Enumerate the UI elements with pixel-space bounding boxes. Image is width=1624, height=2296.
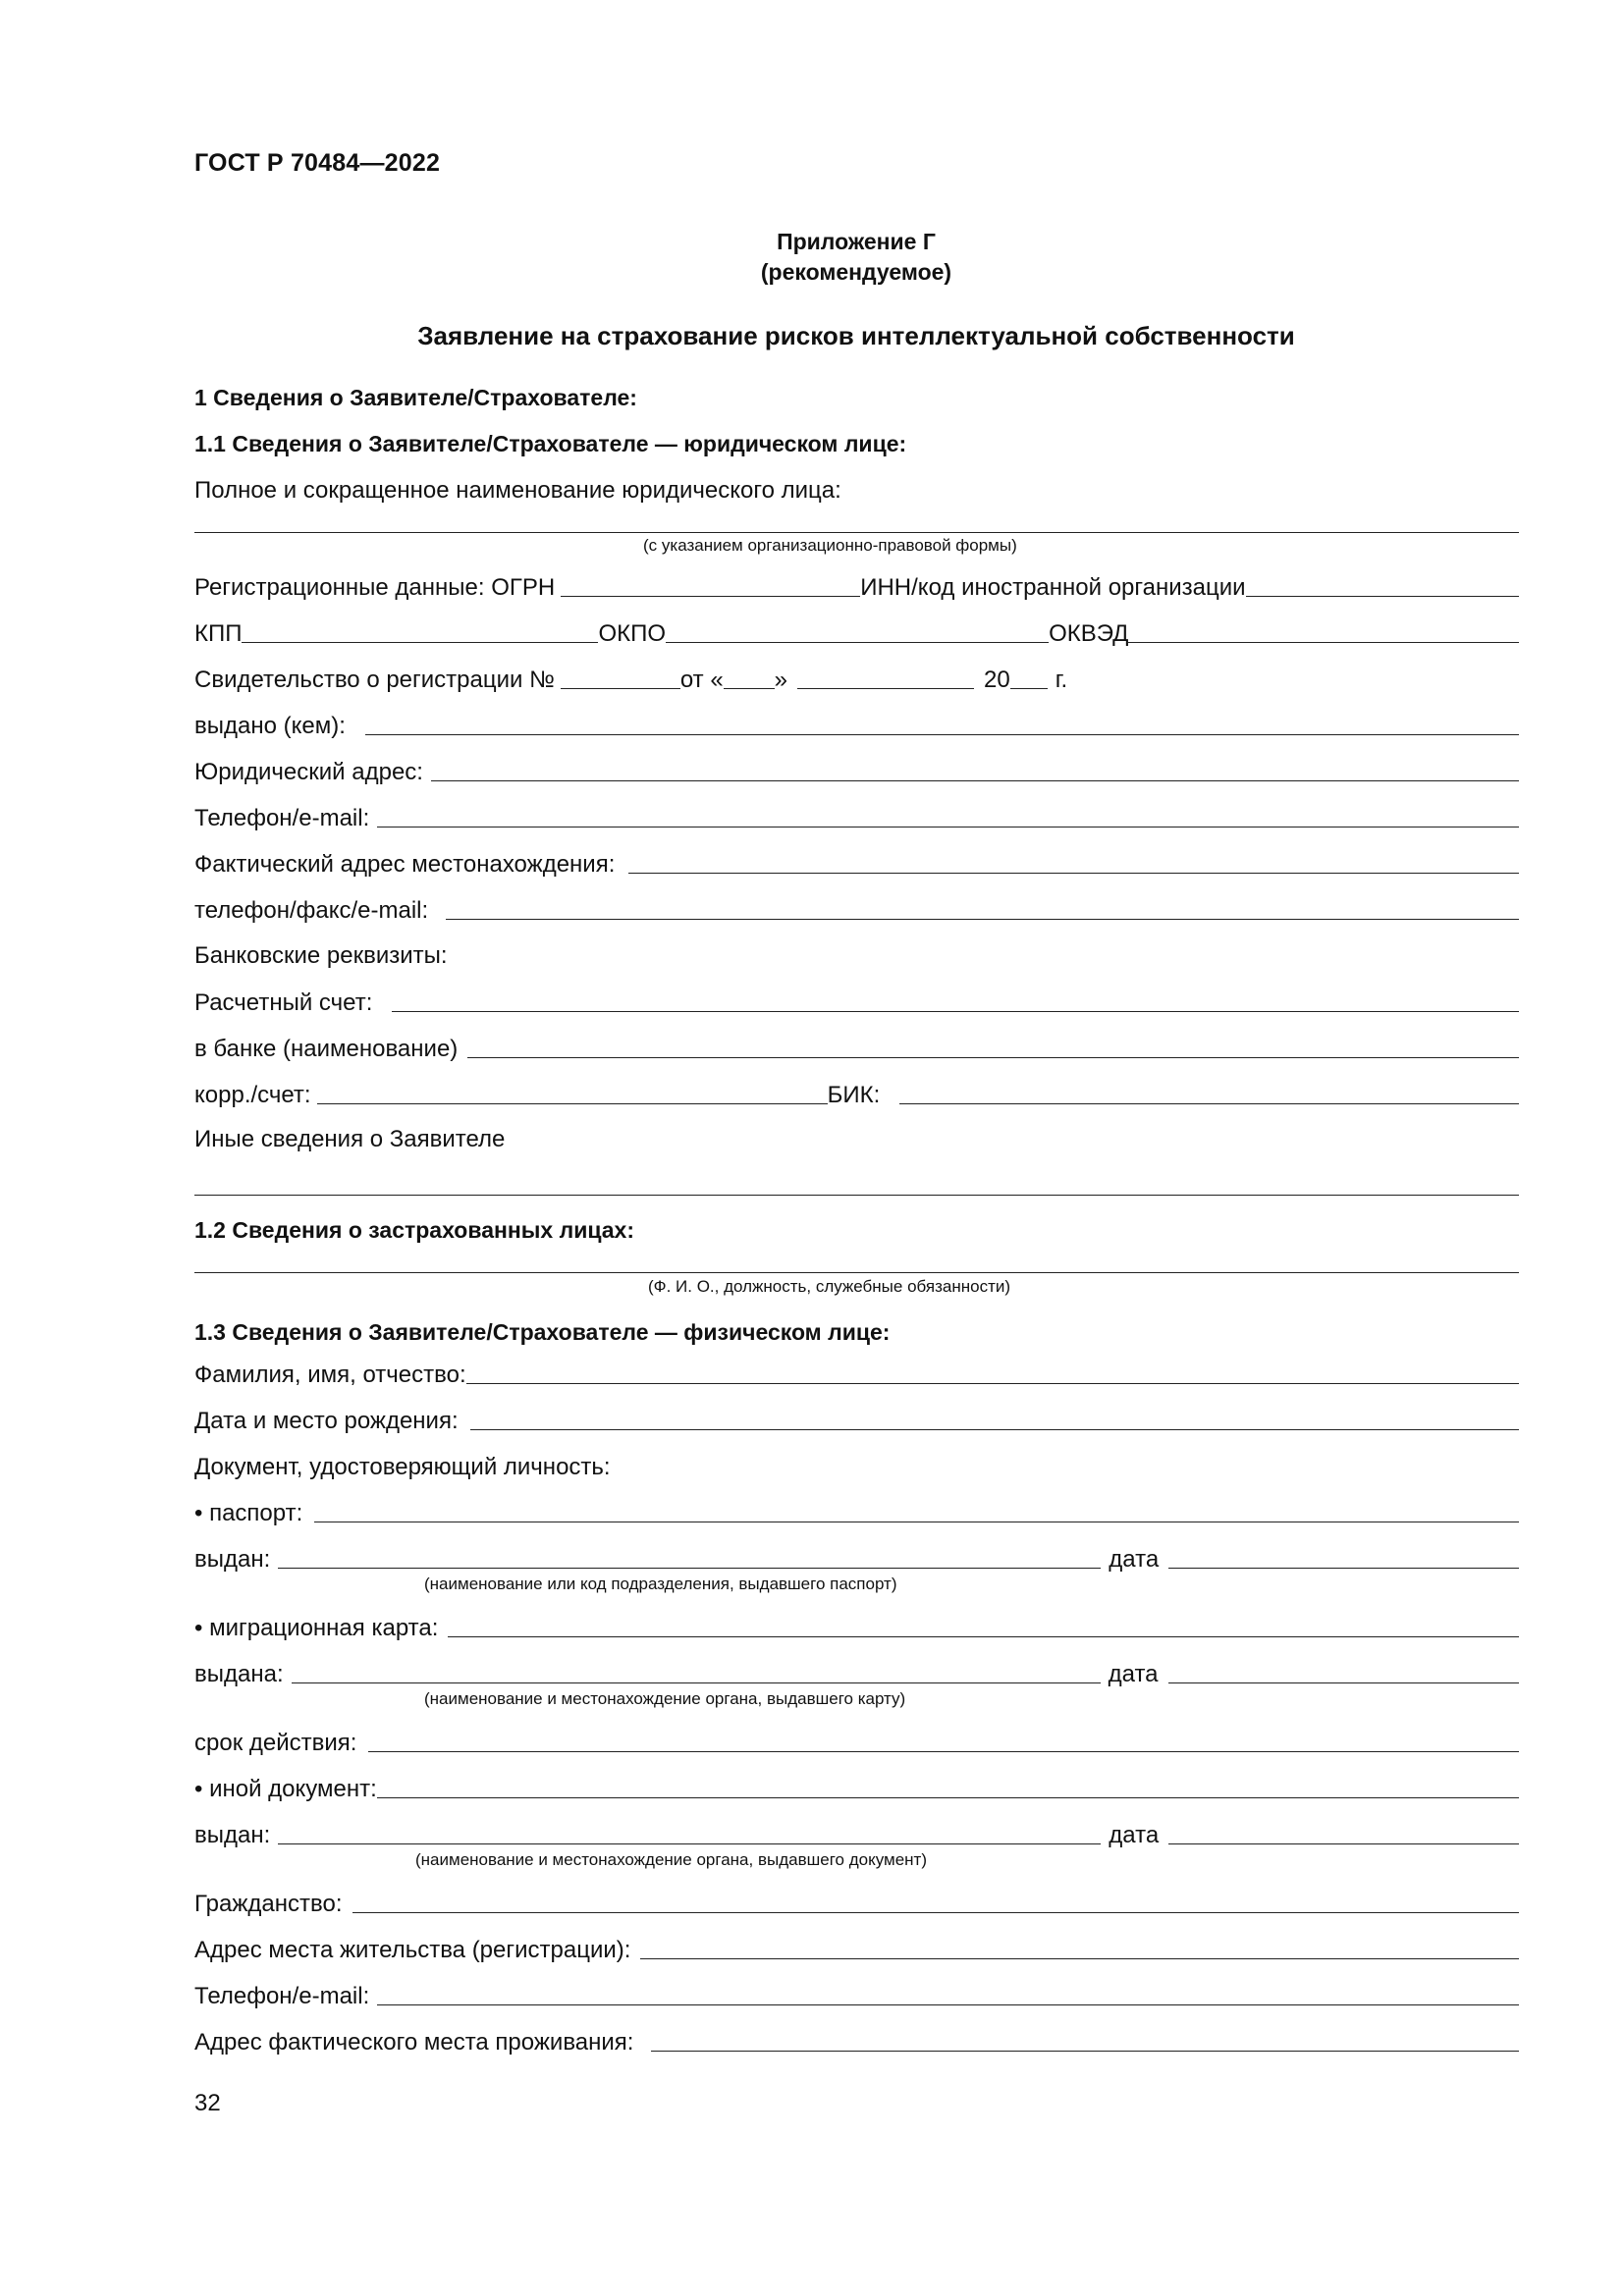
legal-address-field[interactable] [431,779,1519,781]
document-issued-label: выдан: [194,1822,271,1848]
passport-field[interactable] [314,1521,1519,1522]
passport-date-field[interactable] [1168,1567,1519,1569]
actual-residence-row [194,2024,1519,2057]
corr-account-field[interactable] [317,1102,828,1104]
person-phone-row [194,1978,1519,2011]
actual-address-row [194,846,1519,880]
ogrn-label: Регистрационные данные: ОГРН [194,574,556,601]
okved-label: ОКВЭД [1049,620,1129,647]
person-phone-label: Телефон/e-mail: [194,1983,370,2009]
validity-field[interactable] [368,1750,1519,1752]
passport-issued-field[interactable] [278,1567,1101,1569]
bik-label: БИК: [827,1082,881,1108]
okpo-field[interactable] [666,641,1049,643]
certificate-year-prefix: 20 [984,667,1010,693]
legal-address-label: Юридический адрес: [194,759,423,785]
bik-field[interactable] [899,1102,1519,1104]
other-document-field[interactable] [377,1796,1519,1798]
migration-card-label: • миграционная карта: [194,1615,439,1641]
passport-issued-row [194,1541,1519,1575]
appendix-note: (рекомендуемое) [760,259,952,285]
insured-persons-caption: (Ф. И. О., должность, служебные обязанности) [648,1277,1011,1296]
corr-account-row [194,1077,1519,1110]
certificate-month-field[interactable] [797,687,974,689]
migration-card-row [194,1610,1519,1643]
section-1-3-heading: 1.3 Сведения о Заявителе/Страхователе — физическом лице: [194,1319,891,1345]
certificate-from-label: от « [679,667,724,693]
legal-phone-label: Телефон/e-mail: [194,805,370,831]
legal-phone-row [194,800,1519,833]
passport-issued-label: выдан: [194,1546,271,1573]
legal-name-field[interactable] [194,532,1519,533]
card-date-field[interactable] [1168,1682,1519,1683]
document-caption: (наименование и местонахождение органа, выдавшего документ) [415,1850,927,1869]
actual-address-label: Фактический адрес местонахождения: [194,851,616,878]
section-1-1-heading: 1.1 Сведения о Заявителе/Страхователе — юридическом лице: [194,431,907,456]
card-date-label: дата [1108,1661,1159,1687]
fio-row [194,1357,1519,1390]
other-info-field[interactable] [194,1195,1519,1196]
issued-by-label: выдано (кем): [194,713,346,739]
phone-fax-field[interactable] [446,918,1519,920]
inn-field[interactable] [1246,595,1519,597]
kpp-field[interactable] [242,641,598,643]
birth-label: Дата и место рождения: [194,1408,459,1434]
certificate-year-field[interactable] [1010,687,1048,689]
birth-row [194,1403,1519,1436]
residence-label: Адрес места жительства (регистрации): [194,1937,631,1963]
okpo-label: ОКПО [598,620,667,647]
other-document-row [194,1771,1519,1804]
kpp-label: КПП [194,620,243,647]
validity-row [194,1725,1519,1758]
migration-card-field[interactable] [448,1635,1519,1637]
standard-number: ГОСТ Р 70484—2022 [194,149,441,177]
issued-by-row [194,708,1519,741]
registration-row [194,569,1519,603]
section-1-2-heading: 1.2 Сведения о застрахованных лицах: [194,1217,635,1243]
document-date-field[interactable] [1168,1842,1519,1844]
birth-field[interactable] [470,1428,1519,1430]
fio-field[interactable] [466,1382,1519,1384]
certificate-row [194,662,1519,695]
card-issued-field[interactable] [292,1682,1101,1683]
account-label: Расчетный счет: [194,989,373,1016]
kpp-row [194,615,1519,649]
id-document-label: Документ, удостоверяющий личность: [194,1454,611,1480]
insured-persons-field[interactable] [194,1272,1519,1273]
appendix-heading [194,227,1518,288]
document-title: Заявление на страхование рисков интеллектуальной собственности [417,321,1295,350]
card-caption: (наименование и местонахождение органа, выдавшего карту) [424,1689,906,1708]
legal-name-caption: (с указанием организационно-правовой формы) [643,536,1017,555]
citizenship-field[interactable] [352,1911,1520,1913]
card-issued-row [194,1656,1519,1689]
phone-fax-row [194,892,1519,926]
bank-name-label: в банке (наименование) [194,1036,459,1062]
certificate-year-suffix: г. [1055,667,1068,693]
appendix-label: Приложение Г [777,229,936,254]
page-number: 32 [194,2090,221,2116]
okved-field[interactable] [1128,641,1519,643]
document-date-label: дата [1109,1822,1160,1848]
bank-name-row [194,1031,1519,1064]
validity-label: срок действия: [194,1730,357,1756]
certificate-day-field[interactable] [724,687,775,689]
passport-date-label: дата [1109,1546,1160,1573]
residence-row [194,1932,1519,1965]
other-info-label: Иные сведения о Заявителе [194,1126,506,1152]
account-field[interactable] [392,1010,1519,1012]
actual-address-field[interactable] [628,872,1519,874]
document-issued-row [194,1817,1519,1850]
other-document-label: • иной документ: [194,1776,377,1802]
actual-residence-field[interactable] [651,2050,1519,2052]
card-issued-label: выдана: [194,1661,284,1687]
inn-label: ИНН/код иностранной организации [860,574,1246,601]
corr-account-label: корр./счет: [194,1082,311,1108]
legal-name-label: Полное и сокращенное наименование юридического лица: [194,477,841,504]
ogrn-field[interactable] [561,595,860,597]
citizenship-label: Гражданство: [194,1891,343,1917]
document-issued-field[interactable] [278,1842,1101,1844]
certificate-label: Свидетельство о регистрации № [194,667,555,693]
issued-by-field[interactable] [365,733,1519,735]
person-phone-field[interactable] [377,2003,1519,2005]
section-1-heading: 1 Сведения о Заявителе/Страхователе: [194,385,637,410]
citizenship-row [194,1886,1519,1919]
passport-caption: (наименование или код подразделения, выдавшего паспорт) [424,1575,897,1593]
account-row [194,985,1519,1018]
legal-phone-field[interactable] [377,826,1519,828]
certificate-number-field[interactable] [561,687,680,689]
passport-label: • паспорт: [194,1500,303,1526]
passport-row [194,1495,1519,1528]
bank-name-field[interactable] [467,1056,1519,1058]
phone-fax-label: телефон/факс/e-mail: [194,897,429,924]
bank-details-label: Банковские реквизиты: [194,942,448,969]
certificate-quote: » [774,667,788,693]
fio-label: Фамилия, имя, отчество: [194,1362,466,1388]
actual-residence-label: Адрес фактического места проживания: [194,2029,634,2056]
residence-field[interactable] [640,1957,1519,1959]
legal-address-row [194,754,1519,787]
